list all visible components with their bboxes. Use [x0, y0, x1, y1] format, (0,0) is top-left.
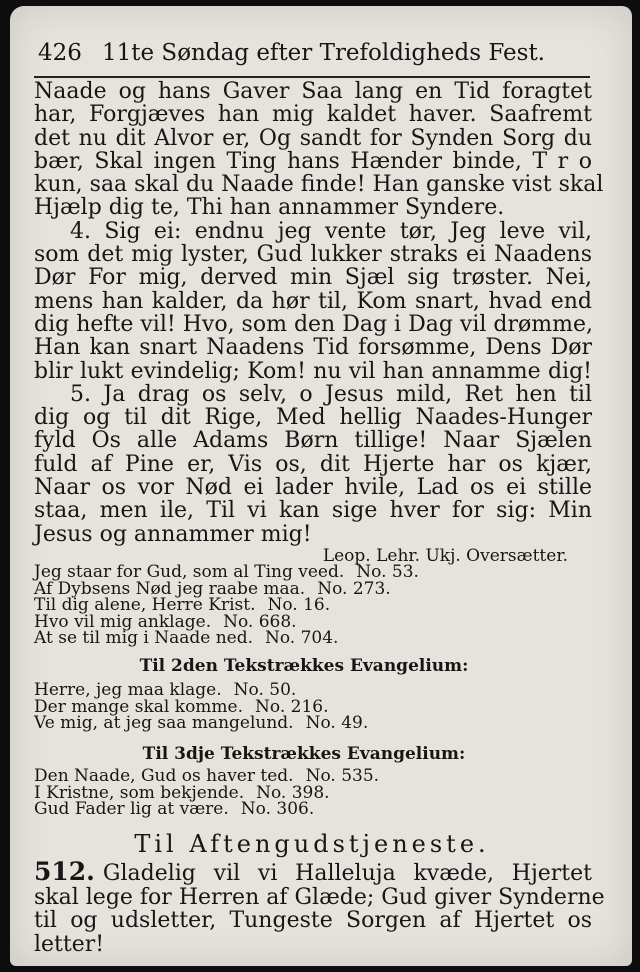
- subheading-third-series: Til 3dje Tekstrækkes Evangelium:: [142, 744, 466, 764]
- verse-line: 4. Sig ei: endnu jeg vente tør, Jeg leve vil,: [70, 218, 592, 244]
- header-rule: [34, 76, 590, 78]
- verse-line: har, Forgjæves han mig kaldet haver. Saafremt: [34, 102, 592, 128]
- verse-line: Naade og hans Gaver Saa lang en Tid foragtet: [34, 79, 592, 104]
- hymn-reference: I Kristne, som bekjende. No. 398.: [34, 782, 330, 803]
- page-header: [38, 40, 590, 66]
- hymn-reference-list-3: [34, 768, 574, 818]
- verse-line: 5. Ja drag os selv, o Jesus mild, Ret hen til: [70, 381, 592, 407]
- verse-line: Jesus og annammer mig!: [34, 521, 312, 547]
- hymn-reference: Af Dybsens Nød jeg raabe maa. No. 273.: [34, 578, 391, 599]
- hymn-reference: Hvo vil mig anklage. No. 668.: [34, 611, 297, 632]
- verse-line: bær, Skal ingen Ting hans Hænder binde, T r o: [34, 148, 592, 174]
- verse-line: Hjælp dig te, Thi han annammer Syndere.: [34, 195, 505, 221]
- section-title: Til Aftengudstjeneste.: [134, 830, 490, 858]
- verse-line: det nu dit Alvor er, Og sandt for Synden Sorg du: [34, 125, 592, 151]
- hymn-reference: Ve mig, at jeg saa mangelund. No. 49.: [34, 713, 369, 733]
- hymn-reference: Til dig alene, Herre Krist. No. 16.: [34, 595, 331, 615]
- hymn-reference-list-2: [34, 682, 574, 732]
- hymn-line: til og udsletter, Tungeste Sorgen af Hjertet os: [34, 908, 592, 933]
- hymn-reference: Jeg staar for Gud, som al Ting veed. No. 53.: [34, 562, 419, 582]
- hymn-512: [34, 857, 605, 957]
- hymn-verses: [34, 79, 604, 547]
- verse-line: blir lukt evindelig; Kom! nu vil han annamme dig!: [34, 358, 592, 384]
- verse-line: dig og til dit Rige, Med hellig Naades-Hunger: [34, 405, 592, 431]
- verse-line: Dør For mig, derved min Sjæl sig trøster. Nei,: [34, 265, 592, 291]
- verse-line: Naar os vor Nød ei lader hvile, Lad os ei stille: [34, 475, 592, 501]
- verse-line: kun, saa skal du Naade finde! Han ganske vist skal: [34, 172, 604, 198]
- verse-line: staa, men ile, Til vi kan sige hver for sig: Min: [34, 498, 592, 524]
- hymn-line: letter!: [34, 931, 105, 957]
- verse-line: fyld Os alle Adams Børn tillige! Naar Sjælen: [34, 428, 592, 454]
- verse-line: fuld af Pine er, Vis os, dit Hjerte har os kjær,: [34, 451, 592, 477]
- running-title: 11te Søndag efter Trefoldigheds Fest.: [102, 40, 545, 66]
- page-number: 426: [38, 40, 82, 66]
- verse-line: som det mig lyster, Gud lukker straks ei Naadens: [34, 242, 592, 268]
- hymn-reference: Der mange skal komme. No. 216.: [34, 696, 329, 717]
- hymn-attribution: Leop. Lehr. Ukj. Oversætter.: [322, 546, 568, 566]
- hymn-line: 512. Gladelig vil vi Halleluja kvæde, Hjertet: [34, 857, 592, 886]
- hymn-reference: At se til mig i Naade ned. No. 704.: [34, 628, 339, 648]
- subheading-second-series: Til 2den Tekstrækkes Evangelium:: [139, 656, 469, 676]
- hymn-number: 512.: [34, 857, 95, 886]
- hymn-reference-list: [34, 564, 574, 647]
- verse-line: dig hefte vil! Hvo, som den Dag i Dag vil drømme,: [34, 311, 593, 337]
- hymn-line: skal lege for Herren af Glæde; Gud giver Synderne: [34, 884, 605, 910]
- hymn-reference: Herre, jeg maa klage. No. 50.: [34, 680, 297, 700]
- hymn-reference: Gud Fader lig at være. No. 306.: [34, 799, 315, 819]
- book-page: [10, 6, 632, 966]
- verse-line: mens han kalder, da hør til, Kom snart, hvad end: [34, 288, 592, 314]
- verse-line: Han kan snart Naadens Tid forsømme, Dens Dør: [34, 335, 592, 361]
- hymn-reference: Den Naade, Gud os haver ted. No. 535.: [34, 766, 380, 786]
